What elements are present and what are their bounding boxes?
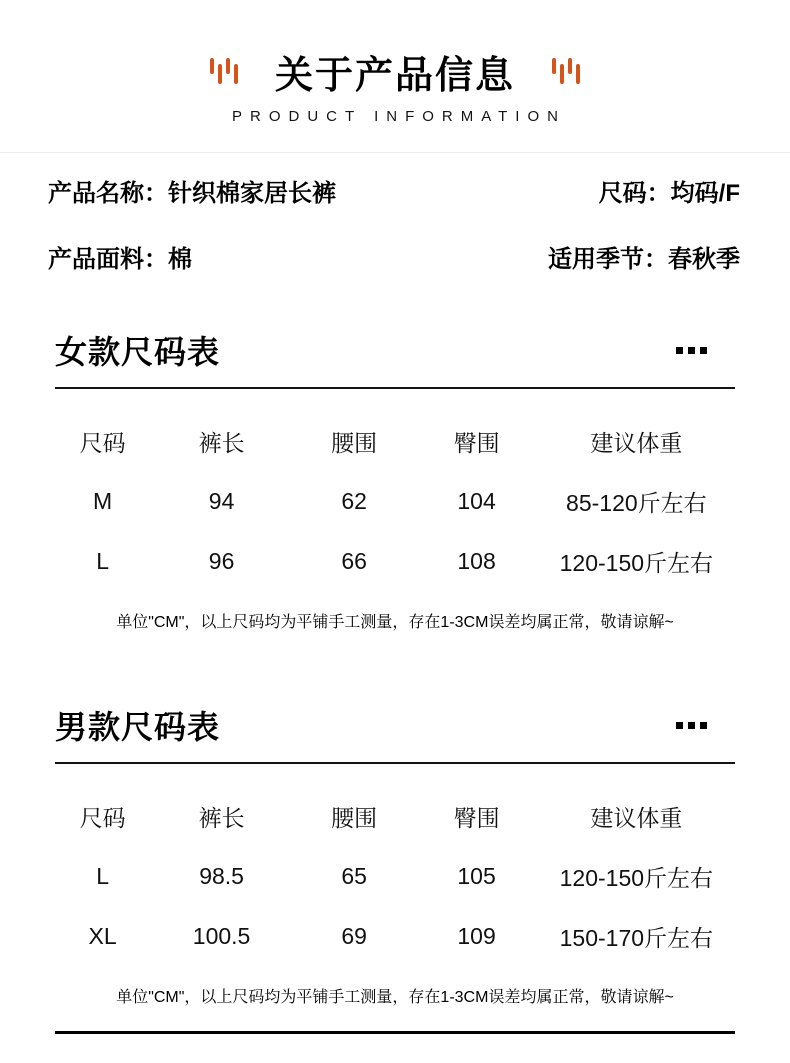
table-header-row — [55, 411, 735, 471]
section-divider — [55, 387, 735, 389]
table-cell: 104 — [457, 487, 496, 514]
table-row — [55, 471, 735, 531]
table-cell: 120-150斤左右 — [559, 864, 714, 891]
table-cell: 150-170斤左右 — [559, 924, 714, 951]
table-cell: 100.5 — [192, 922, 251, 949]
product-info-row — [48, 179, 740, 209]
waveform-bars-icon — [551, 55, 581, 89]
women-section-title: 女款尺码表 — [55, 334, 221, 370]
product-season-label: 适用季节： — [548, 246, 668, 273]
men-section-title: 男款尺码表 — [55, 709, 221, 745]
table-header-cell: 臀围 — [453, 804, 500, 831]
ellipsis-dots-icon — [676, 722, 735, 729]
table-cell: 108 — [457, 547, 496, 574]
men-size-section — [0, 704, 790, 1007]
table-cell: L — [96, 862, 109, 889]
product-info — [0, 153, 790, 275]
men-section-header — [55, 704, 735, 746]
product-fabric-field — [48, 245, 192, 275]
product-fabric-value: 棉 — [168, 246, 192, 273]
men-size-table — [55, 786, 735, 966]
measurement-note: 单位"CM"，以上尺码均为平铺手工测量，存在1-3CM误差均属正常，敬请谅解~ — [116, 614, 674, 631]
product-name-label: 产品名称： — [48, 180, 168, 207]
table-cell: M — [93, 487, 113, 514]
table-header-row — [55, 786, 735, 846]
section-divider — [55, 762, 735, 764]
table-cell: 69 — [341, 922, 367, 949]
product-name-value: 针织棉家居长裤 — [168, 180, 336, 207]
product-size-field — [599, 179, 740, 209]
women-size-table — [55, 411, 735, 591]
table-cell: 85-120斤左右 — [566, 489, 707, 516]
table-cell: 109 — [457, 922, 496, 949]
table-cell: 96 — [208, 547, 235, 574]
table-cell: 65 — [341, 862, 367, 889]
table-cell: XL — [88, 922, 117, 949]
product-size-label: 尺码： — [598, 180, 671, 207]
table-header-cell: 腰围 — [331, 429, 378, 456]
table-cell: L — [96, 547, 109, 574]
product-size-value: 均码/F — [670, 180, 740, 207]
measurement-note: 单位"CM"，以上尺码均为平铺手工测量，存在1-3CM误差均属正常，敬请谅解~ — [116, 989, 674, 1006]
table-cell: 98.5 — [199, 862, 244, 889]
page-subtitle: PRODUCT INFORMATION — [232, 108, 566, 125]
table-header-cell: 尺码 — [79, 804, 126, 831]
table-header-cell: 臀围 — [453, 429, 500, 456]
page-header — [0, 0, 790, 153]
header-title-row — [0, 44, 790, 99]
table-row — [55, 906, 735, 966]
table-cell: 120-150斤左右 — [559, 549, 714, 576]
table-cell: 62 — [341, 487, 367, 514]
product-season-value: 春秋季 — [668, 246, 740, 273]
waveform-bars-icon — [209, 55, 239, 89]
page-title: 关于产品信息 — [274, 55, 515, 97]
table-header-cell: 建议体重 — [590, 429, 683, 456]
table-header-cell: 尺码 — [79, 429, 126, 456]
ellipsis-dots-icon — [676, 347, 735, 354]
table-row — [55, 846, 735, 906]
table-header-cell: 建议体重 — [590, 804, 683, 831]
table-header-cell: 腰围 — [331, 804, 378, 831]
bottom-divider — [55, 1031, 735, 1034]
product-name-field — [48, 179, 336, 209]
table-cell: 66 — [341, 547, 367, 574]
table-cell: 105 — [457, 862, 496, 889]
table-header-cell: 裤长 — [198, 804, 245, 831]
women-section-header — [55, 329, 735, 371]
table-header-cell: 裤长 — [198, 429, 245, 456]
table-cell: 94 — [208, 487, 235, 514]
product-fabric-label: 产品面料： — [48, 246, 168, 273]
product-season-field — [548, 245, 740, 275]
table-row — [55, 531, 735, 591]
women-size-section — [0, 329, 790, 632]
product-info-row — [48, 245, 740, 275]
